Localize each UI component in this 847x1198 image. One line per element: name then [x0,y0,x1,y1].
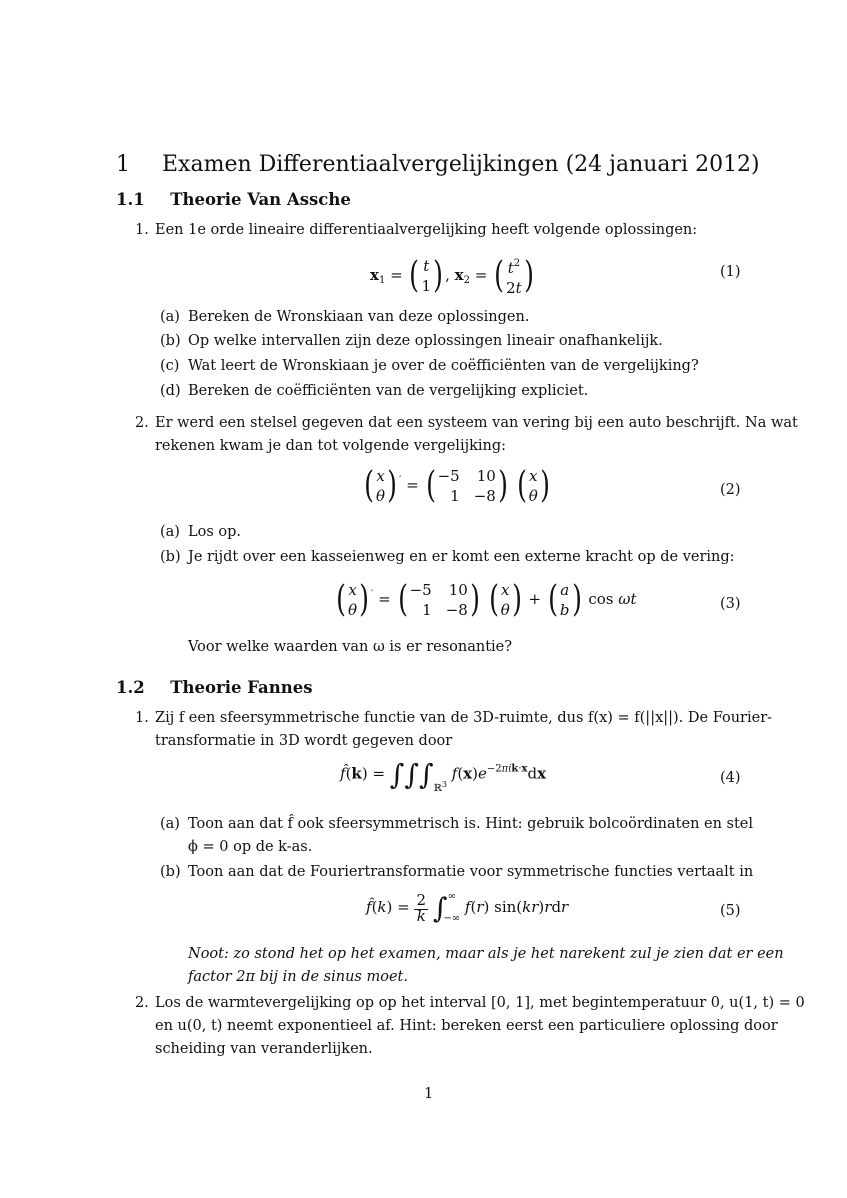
equation-number: (4) [720,770,741,786]
note-line1: Noot: zo stond het op het examen, maar als je het narekent zul je zien dat er een [188,946,784,962]
subsection-title: Theorie Fannes [170,678,313,697]
question-text-line3: scheiding van veranderlijken. [155,1041,373,1057]
question-text-line1: Er werd een stelsel gegeven dat een systeem van vering bij een auto beschrijft. Na wat [155,415,798,431]
item-label: (b) [160,549,181,565]
question-text: Een 1e orde lineaire differentiaalvergelijking heeft volgende oplossingen: [155,222,698,238]
item-label: (a) [160,816,180,832]
question-text-line2: en u(0, t) neemt exponentieel af. Hint: bereken eerst een particuliere oplossing door [155,1018,778,1034]
question-text-line2: rekenen kwam je dan tot volgende vergelijking: [155,438,507,454]
item-text-line1: Toon aan dat f̂ ook sfeersymmetrisch is. Hint: gebruik bolcoördinaten en stel [188,816,754,832]
equation-1: $x_1$ = ( t 1) , $x_2$ = ( $t^2$ 2t) [370,255,534,297]
item-text: Je rijdt over een kasseienweg en er komt een externe kracht op de vering: [188,549,735,565]
section-number: 1 [116,152,130,177]
equation-5: f̂(k) = $\frac{2}{k}$ ∫∞ −∞ f(r) sin(kr)rdr [366,891,569,925]
equation-number: (3) [720,596,741,612]
question-text-line1: Zij f een sfeersymmetrische functie van de 3D-ruimte, dus f(x) = f(||x||). De Fourier- [155,710,773,726]
equation-number: (1) [720,264,741,280]
resonance-question: Voor welke waarden van ω is er resonantie? [188,639,513,655]
equation-number: (5) [720,903,741,919]
item-label: (a) [160,524,180,540]
section-heading [116,152,760,177]
subsection-number: 1.2 [116,678,145,697]
page-number: 1 [424,1086,434,1102]
equation-3: ( x θ) ′ = ( −5 10 1 −8 ) ( x θ) + ( a b) cos ωt [336,579,637,620]
equation-2: ( x θ) ′ = ( −5 10 1 −8 ) ( x θ) [364,465,550,506]
item-label: (d) [160,383,181,399]
question-number: 1. [135,222,149,238]
question-number: 2. [135,995,149,1011]
question-number: 1. [135,710,149,726]
item-text: Los op. [188,524,242,540]
subsection-number: 1.1 [116,190,145,209]
section-title: Examen Differentiaalvergelijkingen (24 januari 2012) [162,152,760,177]
item-label: (c) [160,358,180,374]
question-text-line2: transformatie in 3D wordt gegeven door [155,733,453,749]
item-text: Wat leert de Wronskiaan je over de coëfficiënten van de vergelijking? [188,358,699,374]
note-line2: factor 2π bij in de sinus moet. [188,969,408,985]
item-text: Bereken de Wronskiaan van deze oplossingen. [188,309,530,325]
subsection-heading-1-1 [116,190,351,209]
item-label: (a) [160,309,180,325]
equation-number: (2) [720,482,741,498]
item-text-line2: ϕ = 0 op de k-as. [188,839,313,855]
item-text: Toon aan dat de Fouriertransformatie voor symmetrische functies vertaalt in [188,864,754,880]
item-label: (b) [160,864,181,880]
item-label: (b) [160,333,181,349]
subsection-title: Theorie Van Assche [170,190,351,209]
subsection-heading-1-2 [116,678,312,697]
item-text: Bereken de coëfficiënten van de vergelijking expliciet. [188,383,589,399]
question-number: 2. [135,415,149,431]
equation-4: f̂(k) = $\int\int\int_{ℝ^3}$ $f(x)e^{-2\pi ik\cdot x}dx$ [340,758,547,794]
question-text-line1: Los de warmtevergelijking op op het interval [0, 1], met begintemperatuur 0, u(1, t) = 0 [155,995,805,1011]
item-text: Op welke intervallen zijn deze oplossingen lineair onafhankelijk. [188,333,663,349]
